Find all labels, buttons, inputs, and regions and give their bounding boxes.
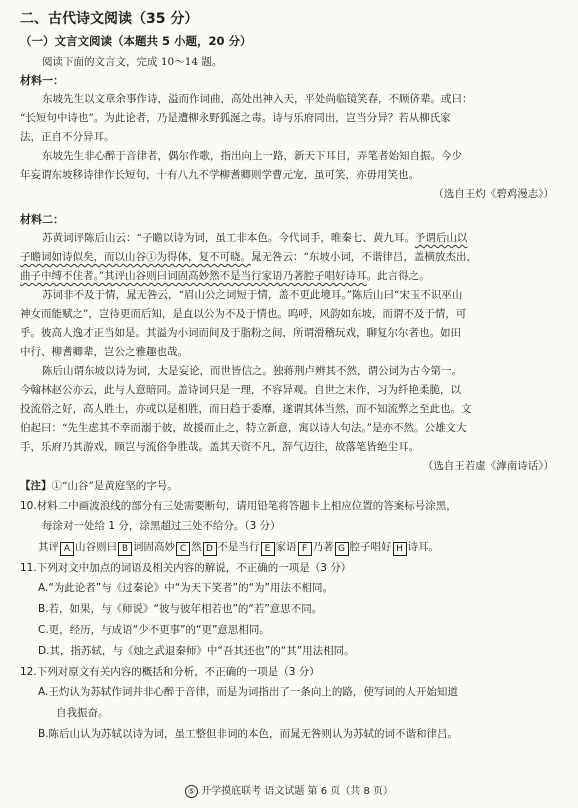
footer-text: 开学摸底联考 语文试题 第 6 页（共 8 页） <box>201 786 393 797</box>
answer-segment: 诗耳。 <box>407 541 439 553</box>
question-12-stem: 12.下列对原文有关内容的概括和分析，不正确的一项是（3 分） <box>20 666 320 678</box>
answer-box-c[interactable]: C <box>176 542 190 556</box>
paragraph-line: 神女而能赋之”，岂待更而后知，是直以公为不及于情也。呜呼，风韵如东坡，而谓不及于情，可 <box>20 308 467 320</box>
material1-body <box>20 90 558 185</box>
wavy-underlined-text: 子瞻词如诗似矣，而以山谷①为得体，复不可晓。 <box>20 251 251 263</box>
instruction: 阅读下面的文言文，完成 10～14 题。 <box>42 56 223 68</box>
paragraph-line: 乎。彼高人逸才正当如是。其溢为小词而间及于脂粉之间，所谓滑稽玩戏，聊复尔尔者也。如田 <box>20 327 461 339</box>
note-mark: ① <box>51 480 62 492</box>
paragraph-line: 中行、柳耆卿辈，岂公之雅趣也哉。 <box>20 346 188 358</box>
answer-box-b[interactable]: B <box>118 542 132 556</box>
answer-box-a[interactable]: A <box>60 542 74 556</box>
answer-segment: 然 <box>191 541 202 553</box>
footer-badge: ⑤ <box>185 785 198 798</box>
answer-segment: 山谷则曰 <box>75 541 117 553</box>
question-10-answer-line <box>20 536 558 558</box>
paragraph-line: 伯起曰：“先生虑其不幸而溺于彼，故援而止之，特立新意，寓以诗人句法。”是亦不然。公雄文大 <box>20 422 467 434</box>
paragraph-line: 东坡先生以文章余事作诗，溢而作词曲，高处出神入天，平处尚临镜笑春，不顾侪辈。或曰： <box>42 93 473 105</box>
question-11-stem: 11.下列对文中加点的词语及相关内容的解说，不正确的一项是（3 分） <box>20 562 352 574</box>
answer-segment: 其评 <box>38 541 59 553</box>
note-label: 【注】 <box>20 480 52 492</box>
paragraph-line: 年妄谓东坡移诗律作长短句，十有八九不学柳耆卿则学曹元宠，虽可笑，亦毋用笑也。 <box>20 169 419 181</box>
question-11-option-d[interactable]: D.其，指苏轼，与《烛之武退秦师》中“吾其还也”的“其”用法相同。 <box>38 645 355 657</box>
question-12-option-a-cont: 自我振奋。 <box>56 707 109 719</box>
paragraph-line <box>20 248 558 267</box>
paragraph-line: “长短句中诗也”。为此论者，乃是遭柳永野狐涎之毒。诗与乐府同出，岂当分异？若从柳氏家 <box>20 112 451 124</box>
question-11-option-c[interactable]: C.更，经历，与成语“少不更事”的“更”意思相同。 <box>38 624 270 636</box>
question-11-option-b[interactable]: B.若，如果，与《师说》“彼与彼年相若也”的“若”意思不同。 <box>38 603 323 615</box>
wavy-underlined-text: 曲子中缚不住者。”其评山谷则曰词固高妙然不是当行家语乃著腔子唱好诗耳 <box>20 270 367 282</box>
answer-box-e[interactable]: E <box>261 542 275 556</box>
answer-box-d[interactable]: D <box>203 542 217 556</box>
note-text: “山谷”是黄庭坚的字号。 <box>62 480 178 492</box>
question-12-option-a[interactable]: A.王灼认为苏轼作词并非心醉于音律，而是为词指出了一条向上的路，使写词的人开始知道 <box>38 686 458 698</box>
paragraph-line: 投流俗之好，高人胜士，亦或以是相胜，而日趋于委靡，遂谓其体当然，而不知流弊之至此也。文 <box>20 403 472 415</box>
paragraph-line: 法，正自不分异耳。 <box>20 131 115 143</box>
paragraph-line: 东坡先生非心醉于音律者，偶尔作歌，指出向上一路，新天下耳目，弄笔者始知自振。今少 <box>42 150 462 162</box>
section-title: 二、古代诗文阅读（35 分） <box>20 11 199 27</box>
answer-box-h[interactable]: H <box>393 542 407 556</box>
sub-title: （一）文言文阅读（本题共 5 小题，20 分） <box>20 34 252 48</box>
annotation-note <box>20 477 558 496</box>
paragraph-line: 今翰林赵公亦云，此与人意暗同。盖诗词只是一理，不容异观。自世之末作，习为纤艳柔脆，以 <box>20 384 461 396</box>
paragraph-line <box>20 229 558 248</box>
question-12-option-b[interactable]: B.陈后山认为苏轼以诗为词，虽工整但非词的本色，而晁无咎则认为苏轼的词不谐和律吕。 <box>38 728 459 740</box>
paragraph-line <box>20 267 558 286</box>
page-footer <box>0 782 578 798</box>
material2-label: 材料二： <box>20 213 64 226</box>
wavy-underlined-text: 予谓后山以 <box>414 232 468 244</box>
paragraph-line: 手，乐府乃其游戏，顾岂与流俗争胜哉。盖其天资不凡，辞气迈往，故落笔皆绝尘耳。 <box>20 441 419 453</box>
line-text: 晁无咎云：“东坡小词，不谐律吕，盖横放杰出， <box>251 251 477 263</box>
question-11-option-a[interactable]: A.“为此论者”与《过秦论》中“为天下笑者”的“为”用法不相同。 <box>38 582 333 594</box>
answer-segment: 腔子唱好 <box>349 541 392 553</box>
answer-segment: 不是当行 <box>217 541 260 553</box>
paragraph-line: 苏词非不及于情，晁无咎云，“眉山公之词短于情，盖不更此境耳。”陈后山曰“宋玉不识巫山 <box>42 289 463 301</box>
question-10-stem: 10.材料二中画波浪线的部分有三处需要断句，请用铅笔将答题卡上相应位置的答案标号涂黑， <box>20 500 457 512</box>
answer-box-g[interactable]: G <box>335 542 349 556</box>
answer-segment: 词固高妙 <box>133 541 175 553</box>
line-text: 苏黄词评陈后山云：“子瞻以诗为词，虽工非本色。今代词手，唯秦七、黄九耳。 <box>42 232 415 244</box>
paragraph-line: 陈后山谓东坡以诗为词，大是妄论，而世皆信之。独蒋荆卢辨其不然，谓公词为古今第一。 <box>42 365 462 377</box>
material2-body <box>20 229 558 457</box>
answer-box-f[interactable]: F <box>298 542 312 556</box>
answer-segment: 乃著 <box>312 541 334 553</box>
material1-source: （选自王灼《碧鸡漫志》） <box>433 188 554 200</box>
answer-segment: 家语 <box>275 541 297 553</box>
line-text: 。此言得之。 <box>366 270 430 282</box>
material1-label: 材料一： <box>20 74 64 87</box>
material2-source: （选自王若虚《滹南诗话》） <box>422 460 554 472</box>
question-10-stem-cont: 每涂对一处给 1 分，涂黑超过三处不给分。（3 分） <box>42 520 281 532</box>
